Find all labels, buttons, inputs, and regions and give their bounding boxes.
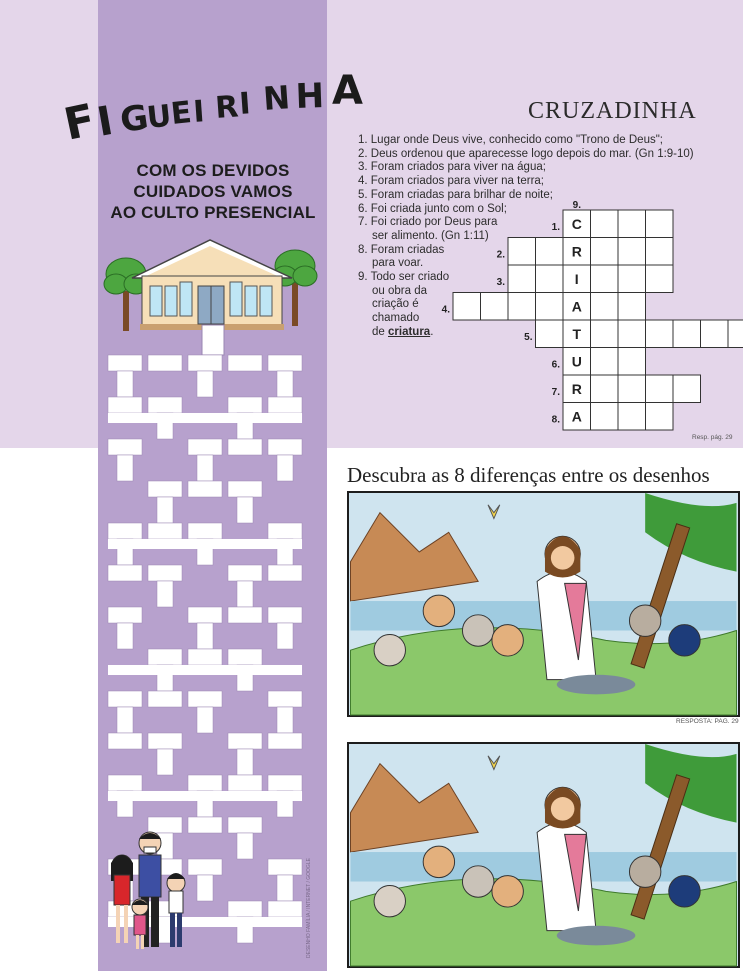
crossword-cell[interactable] bbox=[536, 265, 564, 293]
crossword-cell[interactable] bbox=[646, 320, 674, 348]
maze-path bbox=[148, 481, 182, 497]
maze-path bbox=[108, 665, 302, 675]
maze-path bbox=[268, 901, 302, 917]
clue-6: 6. Foi criada junto com o Sol; bbox=[358, 202, 507, 215]
maze-path bbox=[117, 455, 133, 481]
maze-path bbox=[108, 775, 142, 791]
maze-path bbox=[228, 355, 262, 371]
crossword-key-letter: C bbox=[571, 216, 582, 232]
crossword-answer-ref: Resp. pág. 29 bbox=[692, 434, 733, 441]
maze-path bbox=[228, 775, 262, 791]
maze-path bbox=[108, 397, 142, 413]
maze-path bbox=[108, 539, 302, 549]
crossword-key-letter: U bbox=[571, 353, 582, 370]
maze-path bbox=[148, 523, 182, 539]
copyright-note: DESENHO FAMÍLIA / INTERNET / GOOGLE bbox=[306, 858, 312, 958]
maze-path bbox=[228, 901, 262, 917]
clue-5: 5. Foram criadas para brilhar de noite; bbox=[358, 188, 553, 201]
tagline-line-3: AO CULTO PRESENCIAL bbox=[110, 203, 316, 222]
maze-path bbox=[277, 455, 293, 481]
maze-path bbox=[108, 439, 142, 455]
crossword-cell[interactable] bbox=[618, 320, 646, 348]
brand-letter: E bbox=[169, 95, 194, 132]
maze-path bbox=[157, 497, 173, 523]
maze-path bbox=[268, 607, 302, 623]
maze-path bbox=[117, 371, 133, 397]
tagline-line-1: COM OS DEVIDOS bbox=[136, 161, 290, 180]
maze-path bbox=[277, 875, 293, 901]
maze-path bbox=[237, 749, 253, 775]
crossword-row-number: 5. bbox=[524, 332, 533, 343]
crossword-cell[interactable] bbox=[591, 293, 619, 321]
maze-path bbox=[268, 691, 302, 707]
crossword-cell[interactable] bbox=[728, 320, 743, 348]
maze-path bbox=[148, 649, 182, 665]
crossword-cell[interactable] bbox=[618, 238, 646, 266]
maze-path bbox=[237, 833, 253, 859]
brand-letter: G bbox=[117, 97, 151, 141]
brand-letter: F bbox=[59, 94, 100, 151]
crossword-key-letter: R bbox=[571, 381, 582, 397]
tagline-line-2: CUIDADOS VAMOS bbox=[133, 182, 293, 201]
brand-letter: I bbox=[238, 86, 252, 122]
maze-path bbox=[268, 859, 302, 875]
maze-path bbox=[188, 439, 222, 455]
differences-answer-ref: RESPOSTA: PAG. 29 bbox=[676, 718, 739, 725]
clue-9-last bbox=[372, 326, 433, 340]
maze-path bbox=[228, 733, 262, 749]
maze-path bbox=[228, 481, 262, 497]
maze-path bbox=[188, 607, 222, 623]
brand-letter: H bbox=[294, 76, 325, 117]
clue-9-keyword: criatura bbox=[388, 325, 431, 338]
clue-9-last-prefix: de bbox=[372, 325, 388, 338]
crossword-cell[interactable] bbox=[591, 403, 619, 431]
maze-path bbox=[117, 707, 133, 733]
maze-path bbox=[108, 565, 142, 581]
maze-path bbox=[237, 497, 253, 523]
brand-letter: I bbox=[93, 97, 117, 146]
crossword-key-letter: A bbox=[571, 298, 582, 315]
church-building-icon bbox=[132, 240, 292, 330]
boy-icon bbox=[167, 873, 185, 947]
crossword-cell[interactable] bbox=[646, 238, 674, 266]
crossword-cell[interactable] bbox=[591, 375, 619, 403]
crossword-cell[interactable] bbox=[591, 238, 619, 266]
mother-icon bbox=[111, 855, 133, 943]
crossword-cell[interactable] bbox=[481, 293, 509, 321]
maze-path bbox=[228, 649, 262, 665]
maze-path bbox=[277, 623, 293, 649]
crossword-cell[interactable] bbox=[591, 210, 619, 238]
crossword-cell[interactable] bbox=[508, 293, 536, 321]
brand-letter: R bbox=[214, 89, 240, 126]
maze-path bbox=[108, 791, 302, 801]
family-illustration bbox=[102, 815, 202, 955]
maze-path bbox=[188, 523, 222, 539]
crossword-cell[interactable] bbox=[591, 320, 619, 348]
crossword-cell[interactable] bbox=[508, 265, 536, 293]
clue-9-cont-1: ou obra da bbox=[372, 284, 427, 297]
differences-title: Descubra as 8 diferenças entre os desenhos bbox=[347, 463, 710, 487]
maze-path bbox=[148, 397, 182, 413]
crossword-key-letter: T bbox=[572, 326, 582, 342]
maze-path bbox=[148, 733, 182, 749]
maze-path bbox=[277, 707, 293, 733]
clue-9-cont-3: chamado bbox=[372, 312, 420, 325]
crossword-row-number: 1. bbox=[551, 222, 560, 233]
crossword-cell[interactable] bbox=[453, 293, 481, 321]
maze-path bbox=[228, 607, 262, 623]
clue-3: 3. Foram criados para viver na água; bbox=[358, 161, 546, 174]
maze-path bbox=[277, 371, 293, 397]
maze-path bbox=[228, 565, 262, 581]
crossword-key-letter: A bbox=[571, 408, 582, 425]
crossword-cell[interactable] bbox=[618, 348, 646, 376]
crossword-cell[interactable] bbox=[646, 403, 674, 431]
brand-letter: A bbox=[332, 68, 363, 114]
crossword-cell[interactable] bbox=[591, 265, 619, 293]
crossword-row-number: 6. bbox=[551, 359, 560, 371]
crossword-row-number: 7. bbox=[551, 387, 560, 398]
maze-path bbox=[268, 439, 302, 455]
crossword-row-number: 3. bbox=[496, 277, 505, 288]
tagline bbox=[100, 160, 326, 223]
maze-path bbox=[268, 355, 302, 371]
clue-9-last-suffix: . bbox=[430, 325, 434, 338]
maze-path bbox=[268, 733, 302, 749]
crossword-cell[interactable] bbox=[673, 320, 701, 348]
crossword-key-letter: R bbox=[571, 243, 582, 260]
maze-path bbox=[108, 733, 142, 749]
crossword-title: CRUZADINHA bbox=[528, 98, 697, 124]
crossword-cell[interactable] bbox=[646, 210, 674, 238]
church-illustration bbox=[102, 236, 322, 336]
scene-picture-1 bbox=[347, 491, 740, 717]
clue-9-cont-2: criação é bbox=[372, 298, 419, 311]
crossword-cell[interactable] bbox=[673, 375, 701, 403]
maze-path bbox=[197, 455, 213, 481]
maze-path bbox=[148, 565, 182, 581]
crossword-row-number: 4. bbox=[441, 304, 450, 316]
clue-2: 2. Deus ordenou que aparecesse logo depois do mar. (Gn 1:9-10) bbox=[358, 147, 694, 160]
clue-9: 9. Todo ser criado bbox=[358, 271, 450, 283]
clue-7: 7. Foi criado por Deus para bbox=[358, 216, 498, 229]
crossword-key-letter: I bbox=[574, 271, 579, 287]
maze-path bbox=[108, 523, 142, 539]
maze-path bbox=[148, 691, 182, 707]
maze-path bbox=[268, 397, 302, 413]
crossword-cell[interactable] bbox=[591, 348, 619, 376]
crossword-grid bbox=[441, 198, 733, 438]
maze-path bbox=[108, 413, 302, 423]
maze-path bbox=[188, 775, 222, 791]
clue-4: 4. Foram criados para viver na terra; bbox=[358, 175, 544, 188]
crossword-cell[interactable] bbox=[618, 210, 646, 238]
maze-path bbox=[108, 691, 142, 707]
clue-8: 8. Foram criadas bbox=[358, 243, 445, 256]
maze-path bbox=[268, 775, 302, 791]
maze-path bbox=[157, 749, 173, 775]
clue-7-cont: ser alimento. (Gn 1:11) bbox=[372, 229, 489, 242]
maze-path bbox=[117, 623, 133, 649]
brand-letter: I bbox=[192, 94, 206, 130]
maze-path bbox=[228, 817, 262, 833]
maze-path bbox=[188, 649, 222, 665]
maze-path bbox=[108, 607, 142, 623]
crossword-cell[interactable] bbox=[701, 320, 729, 348]
crossword-cell[interactable] bbox=[618, 375, 646, 403]
scene-picture-2 bbox=[347, 742, 740, 968]
maze-path bbox=[188, 481, 222, 497]
crossword-cell[interactable] bbox=[536, 238, 564, 266]
crossword-cell[interactable] bbox=[646, 265, 674, 293]
maze-path bbox=[188, 355, 222, 371]
crossword-cell[interactable] bbox=[646, 375, 674, 403]
maze-path bbox=[197, 371, 213, 397]
maze-path bbox=[228, 397, 262, 413]
maze-path bbox=[268, 523, 302, 539]
crossword-cell[interactable] bbox=[618, 403, 646, 431]
maze-path bbox=[197, 707, 213, 733]
maze-path bbox=[188, 691, 222, 707]
brand-letter: N bbox=[261, 78, 292, 118]
crossword-cell[interactable] bbox=[618, 293, 646, 321]
crossword-cell[interactable] bbox=[536, 293, 564, 321]
maze-path bbox=[228, 439, 262, 455]
maze-path bbox=[197, 623, 213, 649]
brand-letter: U bbox=[145, 98, 174, 136]
clue-1: 1. Lugar onde Deus vive, conhecido como "Trono de Deus"; bbox=[358, 134, 663, 146]
tree-left-icon bbox=[104, 258, 148, 331]
maze-path bbox=[157, 581, 173, 607]
crossword-row-number: 2. bbox=[496, 249, 505, 261]
maze-path bbox=[108, 355, 142, 371]
crossword-column-number: 9. bbox=[572, 200, 581, 211]
crossword-row-number: 8. bbox=[551, 414, 560, 426]
crossword-cell[interactable] bbox=[508, 238, 536, 266]
maze-path bbox=[268, 565, 302, 581]
crossword-cell[interactable] bbox=[536, 320, 564, 348]
maze-path bbox=[148, 355, 182, 371]
crossword-cell[interactable] bbox=[618, 265, 646, 293]
clue-8-cont: para voar. bbox=[372, 257, 424, 270]
maze-path bbox=[237, 581, 253, 607]
